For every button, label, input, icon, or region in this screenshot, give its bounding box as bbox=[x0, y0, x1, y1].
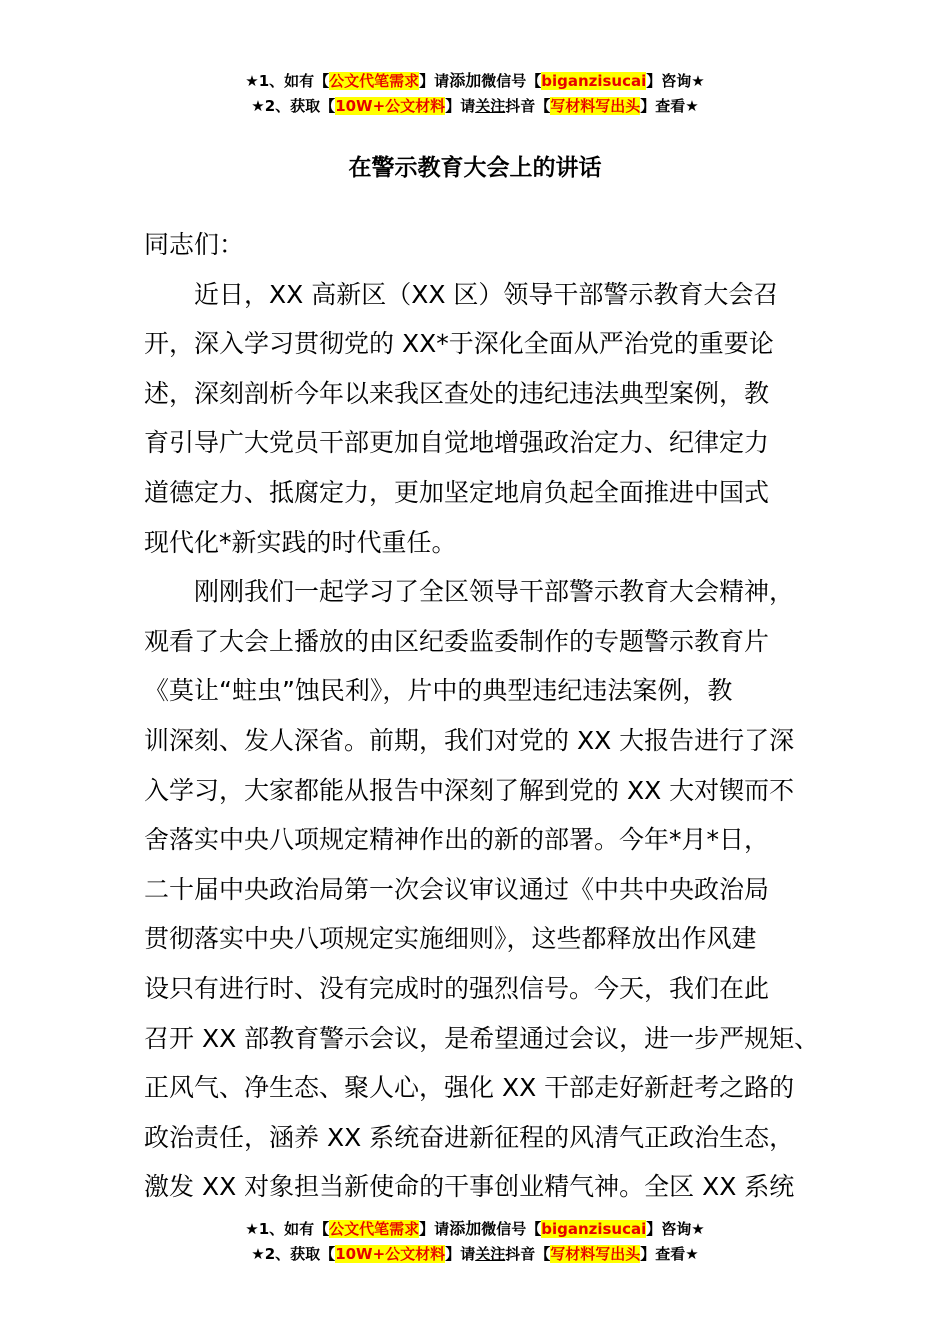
body-line: 观看了大会上播放的由区纪委监委制作的专题警示教育片 bbox=[144, 626, 770, 656]
banner-highlight: 公文代笔需求 bbox=[329, 1220, 420, 1238]
banner-emphasis: 添加 bbox=[449, 1219, 482, 1238]
banner-text: 】请 bbox=[419, 1220, 450, 1238]
body-line: 道德定力、抵腐定力，更加坚定地肩负起全面推进中国式 bbox=[144, 477, 770, 507]
banner-highlight: biganzisucai bbox=[541, 72, 647, 90]
banner-text: 抖音【 bbox=[505, 1245, 551, 1263]
body-line: 育引导广大党员干部更加自觉地增强政治定力、纪律定力 bbox=[144, 428, 770, 458]
document-title: 在警示教育大会上的讲话 bbox=[348, 155, 602, 181]
banner-highlight: 10W+公文材料 bbox=[335, 1245, 446, 1263]
banner-highlight: 写材料写出头 bbox=[550, 97, 641, 115]
banner-line-1 bbox=[0, 68, 950, 94]
banner-highlight: 公文代笔需求 bbox=[329, 72, 420, 90]
banner-text: 抖音【 bbox=[505, 97, 551, 115]
banner-line-2 bbox=[0, 94, 950, 119]
body-line: 现代化*新实践的时代重任。 bbox=[144, 527, 457, 557]
banner-highlight: 写材料写出头 bbox=[550, 1245, 641, 1263]
body-line: 入学习，大家都能从报告中深刻了解到党的 XX 大对锲而不 bbox=[144, 775, 795, 805]
banner-text: ★2、获取【 bbox=[251, 1245, 336, 1263]
body-line: 召开 XX 部教育警示会议，是希望通过会议，进一步严规矩、 bbox=[144, 1023, 820, 1053]
banner-text: 】请 bbox=[419, 72, 450, 90]
banner-text: 】查看★ bbox=[640, 1245, 699, 1263]
body-line: 二十届中央政治局第一次会议审议通过《中共中央政治局 bbox=[144, 874, 770, 904]
banner-text: 】咨询★ bbox=[646, 1220, 705, 1238]
banner-highlight: biganzisucai bbox=[541, 1220, 647, 1238]
banner-highlight: 10W+公文材料 bbox=[335, 97, 446, 115]
body-line: 《莫让“蛀虫”蚀民利》，片中的典型违纪违法案例，教 bbox=[144, 676, 733, 706]
banner-text: ★2、获取【 bbox=[251, 97, 336, 115]
body-line: 训深刻、发人深省。前期，我们对党的 XX 大报告进行了深 bbox=[144, 725, 795, 755]
body-line: 正风气、净生态、聚人心，强化 XX 干部走好新赶考之路的 bbox=[144, 1073, 795, 1103]
body-line: 政治责任，涵养 XX 系统奋进新征程的风清气正政治生态， bbox=[144, 1122, 795, 1152]
banner-text: ★1、如有【 bbox=[245, 72, 330, 90]
body-line: 舍落实中央八项规定精神作出的新的部署。今年*月*日， bbox=[144, 825, 770, 855]
body-line: 激发 XX 对象担当新使命的干事创业精气神。全区 XX 系统 bbox=[144, 1172, 795, 1202]
banner-line-1 bbox=[0, 1216, 950, 1242]
banner-text: 】请 bbox=[445, 97, 476, 115]
header-banner bbox=[0, 68, 950, 119]
body-line: 设只有进行时、没有完成时的强烈信号。今天，我们在此 bbox=[144, 973, 770, 1003]
banner-underline: 关注 bbox=[475, 1245, 506, 1263]
document-body bbox=[144, 220, 830, 1212]
body-line: 述，深刻剖析今年以来我区查处的违纪违法典型案例，教 bbox=[144, 378, 770, 408]
banner-underline: 关注 bbox=[475, 97, 506, 115]
body-line: 贯彻落实中央八项规定实施细则》，这些都释放出作风建 bbox=[144, 924, 757, 954]
banner-text: 微信号【 bbox=[481, 72, 542, 90]
body-line: 开，深入学习贯彻党的 XX*于深化全面从严治党的重要论 bbox=[144, 329, 774, 359]
footer-banner bbox=[0, 1216, 950, 1267]
banner-text: 微信号【 bbox=[481, 1220, 542, 1238]
banner-text: 】查看★ bbox=[640, 97, 699, 115]
banner-emphasis: 添加 bbox=[449, 71, 482, 90]
banner-line-2 bbox=[0, 1242, 950, 1267]
banner-text: ★1、如有【 bbox=[245, 1220, 330, 1238]
banner-text: 】请 bbox=[445, 1245, 476, 1263]
salutation: 同志们： bbox=[144, 230, 245, 259]
body-line: 刚刚我们一起学习了全区领导干部警示教育大会精神， bbox=[194, 577, 795, 607]
body-line: 近日，XX 高新区（XX 区）领导干部警示教育大会召 bbox=[194, 279, 779, 309]
banner-text: 】咨询★ bbox=[646, 72, 705, 90]
